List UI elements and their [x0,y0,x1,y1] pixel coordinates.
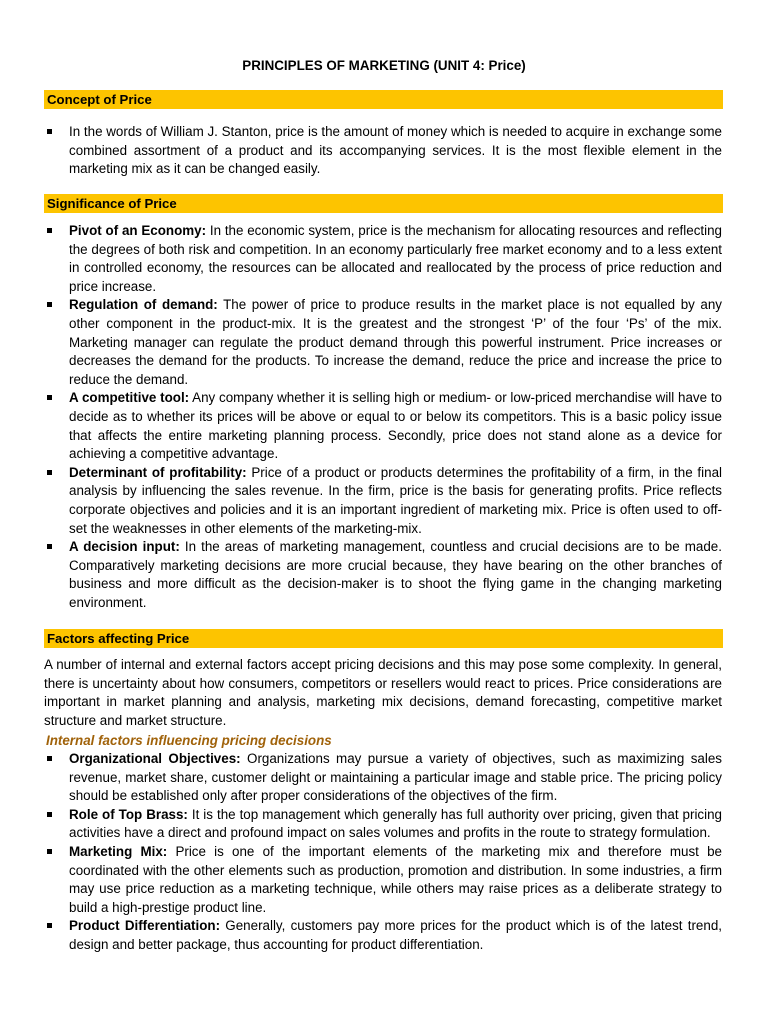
item-text: Organizations may pursue a variety of objectives, such as maximizing sales revenue, market share, customer delight or maintaining a particular image and stable price. The pricing policy should be established only after proper considerations of the objectives of the firm. [69,751,722,804]
item-text: Price is one of the important elements of the marketing mix and therefore must be coordinated with the other elements such as production, promotion and distribution. In some industries, a firm may use price reduction as a marketing technique, while others may raise prices as a deliberate strategy to build a high-prestige product line. [69,843,722,915]
list-item [44,389,722,463]
item-text: Price of a product or products determines the profitability of a firm, in the final analysis by influencing the sales revenue. In the firm, price is the basis for generating profits. Price reflects corporate objectives and policies and it is an important ingredient of marketing mix. Price is often used to off-set the weaknesses in other elements of the marketing-mix. [69,464,722,536]
document-title: PRINCIPLES OF MARKETING (UNIT 4: Price) [242,58,526,73]
item-term: Organizational Objectives: [69,751,241,766]
item-text: Generally, customers pay more prices for the product which is of the latest trend, design and better package, thus accounting for product differentiation. [69,918,722,952]
section-heading-significance: Significance of Price [44,194,723,213]
section-heading-concept: Concept of Price [44,90,723,109]
concept-list [44,123,722,179]
item-term: Regulation of demand: [69,297,218,313]
item-text: Any company whether it is selling high or medium- or low-priced merchandise will have to decide as to whether its prices will be above or equal to or below its competitors. This is a basic policy issue that affects the entire marketing planning process. Secondly, price does not stand alone as a device for achieving a competitive advantage. [69,390,722,462]
item-term: Role of Top Brass: [69,806,188,822]
item-term: A decision input: [69,539,180,555]
item-text: In the areas of marketing management, countless and crucial decisions are to be made. Comparatively marketing decisions are more crucial because, they have bearing on the other branches of business and more difficult as the decision-maker is to shoot the flying game in the changing marketing environment. [69,539,722,610]
list-item [44,538,722,612]
factors-intro: A number of internal and external factors accept pricing decisions and this may pose some complexity. In general, there is uncertainty about how consumers, competitors or resellers would react to prices. Price considerations are important in market planning and analysis, marketing mix decisions, demand forecasting, competitive market structure and market structure. [44,657,722,728]
item-text: The power of price to produce results in the market place is not equalled by any other component in the product-mix. It is the greatest and the strongest ‘P’ of the four ‘Ps’ of the mix. Marketing manager can regulate the product demand through this powerful instrument. Price increases or decreases the demand for the products. To increase the demand, reduce the price and increase the price to reduce the demand. [69,297,722,387]
list-item [44,123,722,179]
item-term: Marketing Mix: [69,843,168,859]
item-term: A competitive tool: [69,390,190,406]
section-heading-factors: Factors affecting Price [44,629,723,648]
list-item [44,843,722,917]
internal-factors-list [44,750,722,955]
item-text: In the economic system, price is the mechanism for allocating resources and reflecting the degrees of both risk and competition. In an economy particularly free market economy and to a less extent in controlled economy, the resources can be allocated and reallocated by the process of price reduction and price increase. [69,223,722,294]
item-term: Determinant of profitability: [69,464,247,480]
list-item [44,917,722,954]
item-term: Pivot of an Economy: [69,223,207,238]
list-item [44,806,722,843]
item-text: It is the top management which generally has full authority over pricing, given that pricing activities have a direct and profound impact on sales volumes and profits in the route to strategy formulation. [69,806,722,841]
list-item [44,296,722,389]
list-item [44,222,722,296]
significance-list [44,222,722,612]
list-item [44,750,722,806]
item-term: Product Differentiation: [69,918,221,934]
internal-factors-subheading: Internal factors influencing pricing decisions [46,733,332,748]
list-item [44,464,722,538]
item-text: In the words of William J. Stanton, price is the amount of money which is needed to acquire in exchange some combined assortment of a product and its accompanying services. It is the most flexible element in the marketing mix as it can be changed easily. [69,124,722,177]
